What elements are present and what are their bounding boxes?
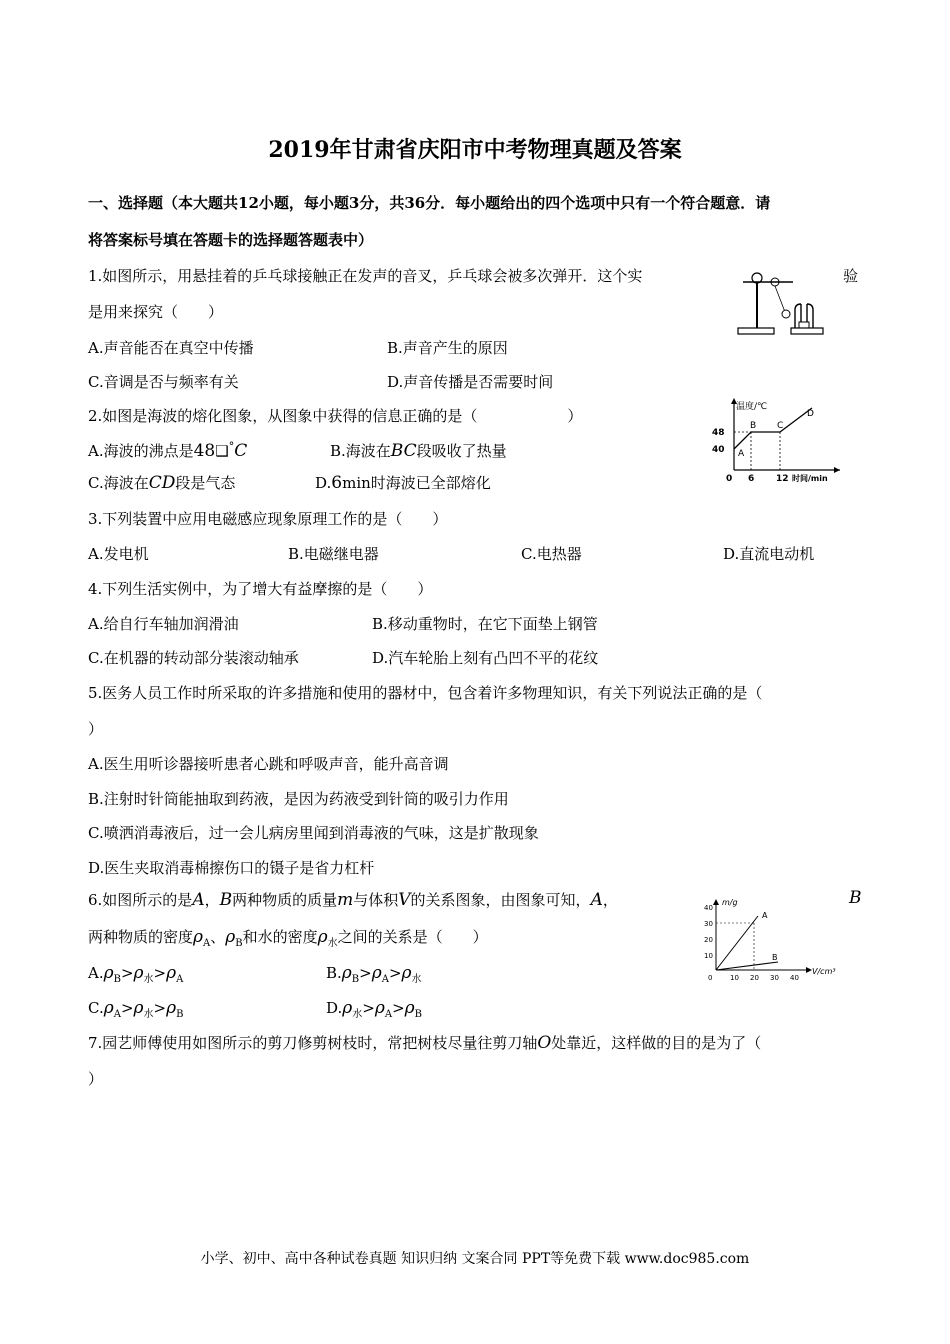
melting-graph [712, 392, 846, 484]
graph-point-a: A [738, 449, 745, 459]
tuning-fork-figure [733, 268, 833, 342]
q2-option-c: C.海波在CD段是气态 [88, 473, 236, 493]
q2-option-a: A.海波的沸点是48❑°C [88, 440, 248, 461]
graph-tick-12: 12 [776, 474, 789, 484]
q5-stem-tail: ） [88, 720, 104, 738]
q5-option-d: D.医生夹取消毒棉擦伤口的镊子是省力杠杆 [88, 859, 375, 877]
graph-tick-x30: 30 [770, 974, 779, 982]
page-title: 2019年甘肃省庆阳市中考物理真题及答案 [268, 137, 682, 163]
q2-option-b: B.海波在BC段吸收了热量 [330, 441, 507, 461]
graph-tick-x0: 0 [708, 974, 713, 982]
graph-tick-x40: 40 [790, 974, 799, 982]
graph-tick-y20: 20 [704, 936, 713, 944]
q4-option-b: B.移动重物时，在它下面垫上钢管 [372, 615, 598, 633]
graph-tick-40: 40 [712, 445, 725, 455]
graph-tick-y40: 40 [704, 904, 713, 912]
graph-tick-0: 0 [726, 474, 733, 484]
q3-option-b: B.电磁继电器 [288, 545, 379, 563]
graph-tick-6: 6 [748, 474, 755, 484]
graph-xlabel: V/cm³ [812, 967, 836, 976]
section-header-line2: 将答案标号填在答题卡的选择题答题表中） [88, 231, 374, 249]
q4-stem: 4.下列生活实例中，为了增大有益摩擦的是（ ） [88, 580, 433, 598]
page-footer: 小学、初中、高中各种试卷真题 知识归纳 文案合同 PPT等免费下载 www.doc985.com [200, 1251, 750, 1267]
graph-tick-x10: 10 [730, 974, 739, 982]
q1-stem: 1.如图所示，用悬挂着的乒乓球接触正在发声的音叉，乒乓球会被多次弹开．这个实 [88, 267, 643, 285]
q6-stem: 6.如图所示的是A，B两种物质的质量m与体积V的关系图象，由图象可知，A， [88, 890, 618, 910]
q5-stem: 5.医务人员工作时所采取的许多措施和使用的器材中，包含着许多物理知识，有关下列说法正确的是（ [88, 684, 763, 702]
q1-option-b: B.声音产生的原因 [387, 339, 508, 357]
q3-option-c: C.电热器 [521, 545, 582, 563]
graph-line-a: A [762, 911, 768, 920]
graph-xlabel: 时间/min [792, 474, 828, 483]
q1-stem-line2: 是用来探究（ ） [88, 303, 224, 321]
q1-option-c: C.音调是否与频率有关 [88, 373, 239, 391]
q5-option-c: C.喷洒消毒液后，过一会儿病房里闻到消毒液的气味，这是扩散现象 [88, 824, 539, 842]
q6-option-a: $A.\rho_B>\rho_水>\rho_A$ [88, 963, 184, 985]
q5-option-b: B.注射时针筒能抽取到药液，是因为药液受到针筒的吸引力作用 [88, 790, 509, 808]
q7-stem-tail: ） [88, 1070, 104, 1088]
q6-option-c: $C.\rho_A>\rho_水>\rho_B$ [88, 998, 184, 1020]
q1-stem-tail: 验 [843, 267, 859, 285]
q6-option-d: $D.\rho_水>\rho_A>\rho_B$ [326, 998, 423, 1020]
graph-point-b: B [750, 421, 757, 431]
q4-option-a: A.给自行车轴加润滑油 [88, 615, 239, 633]
q3-stem: 3.下列装置中应用电磁感应现象原理工作的是（ ） [88, 510, 448, 528]
graph-ylabel: 温度/℃ [736, 402, 768, 412]
graph-tick-48: 48 [712, 428, 725, 438]
q2-stem: 2.如图是海波的熔化图象，从图象中获得的信息正确的是（ ） [88, 407, 583, 425]
graph-tick-y10: 10 [704, 952, 713, 960]
q6-stem-tail: B [849, 888, 862, 908]
q5-option-a: A.医生用听诊器接听患者心跳和呼吸声音，能升高音调 [88, 755, 449, 773]
mass-volume-graph [700, 896, 840, 986]
q6-option-b: $B.\rho_B>\rho_A>\rho_水$ [326, 963, 422, 985]
q7-stem: 7.园艺师傅使用如图所示的剪刀修剪树枝时，常把树枝尽量往剪刀轴O处靠近，这样做的目的是为了（ [88, 1033, 762, 1053]
q3-option-a: A.发电机 [88, 545, 149, 563]
q1-option-a: A.声音能否在真空中传播 [88, 339, 254, 357]
graph-tick-x20: 20 [750, 974, 759, 982]
graph-point-d: D [807, 409, 814, 419]
q3-option-d: D.直流电动机 [723, 545, 815, 563]
q6-stem-line2: 两种物质的密度$\rho_A$、$\rho_B$和水的密度$\rho_水$之间的关系是（ ） [88, 927, 488, 949]
graph-point-c: C [777, 421, 784, 431]
graph-ylabel: m/g [722, 898, 738, 907]
q4-option-c: C.在机器的转动部分装滚动轴承 [88, 649, 299, 667]
graph-line-b: B [772, 953, 778, 962]
q4-option-d: D.汽车轮胎上刻有凸凹不平的花纹 [372, 649, 599, 667]
graph-tick-y30: 30 [704, 920, 713, 928]
q1-option-d: D.声音传播是否需要时间 [387, 373, 554, 391]
q2-option-d: D.6min时海波已全部熔化 [315, 473, 491, 493]
section-header-line1: 一、选择题（本大题共12小题，每小题3分，共36分．每小题给出的四个选项中只有一个符合题意．请 [88, 194, 771, 212]
